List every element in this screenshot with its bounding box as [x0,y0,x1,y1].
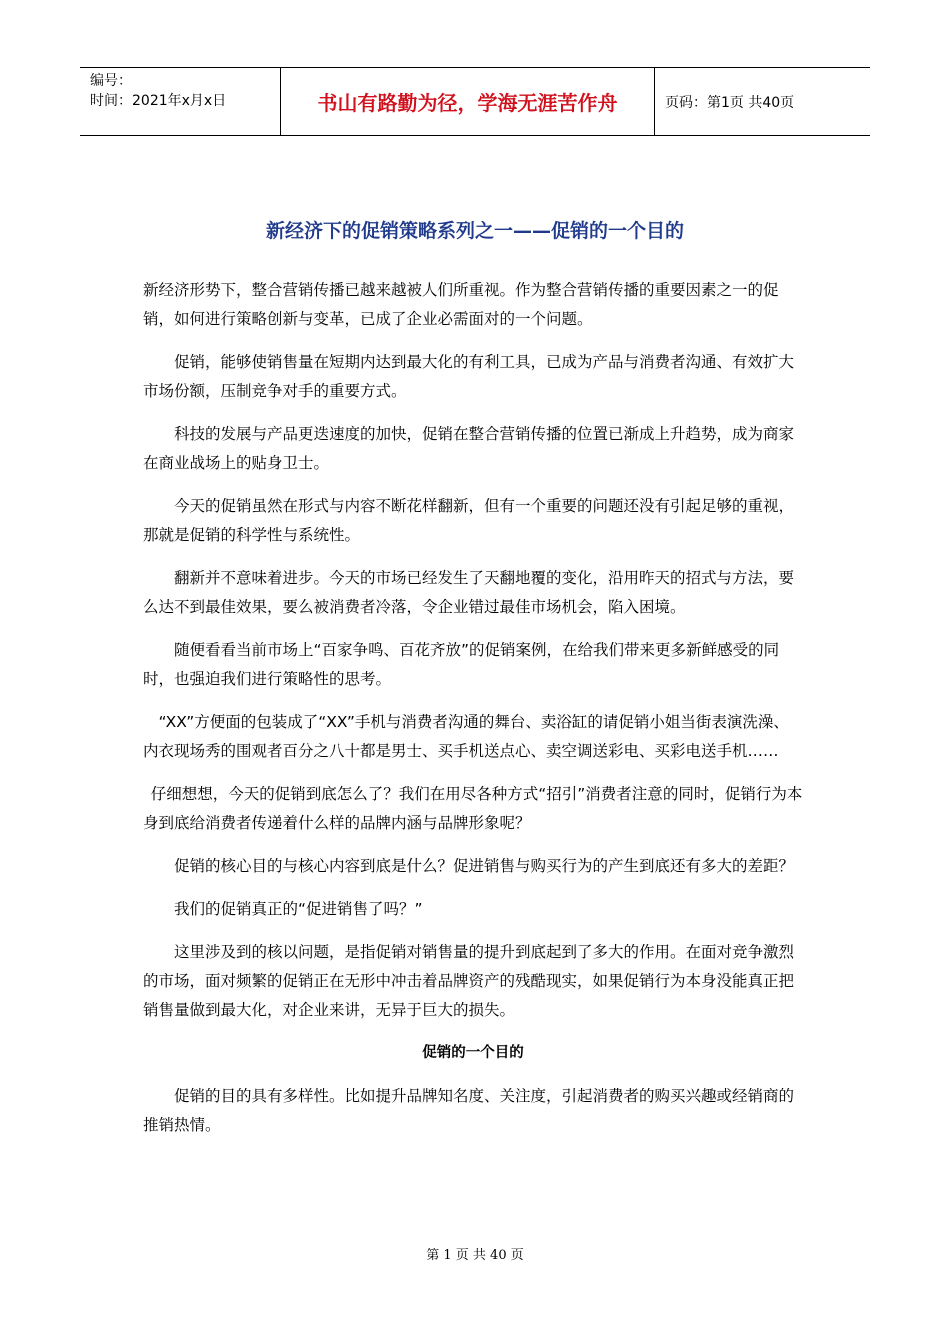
header-motto: 书山有路勤为径，学海无涯苦作舟 [280,68,655,135]
paragraph: 促销的核心目的与核心内容到底是什么？促进销售与购买行为的产生到底还有多大的差距？ [174,857,795,875]
document-header [80,67,870,136]
paragraph: 促销的目的具有多样性。比如提升品牌知名度、关注度，引起消费者的购买兴趣或经销商的推销热情。 [143,1087,795,1134]
section-subheading: 促销的一个目的 [422,1045,524,1061]
document-title: 新经济下的促销策略系列之一——促销的一个目的 [265,220,684,242]
paragraph: 仔细想想，今天的促销到底怎么了？我们在用尽各种方式“招引”消费者注意的同时，促销行为本身到底给消费者传递着什么样的品牌内涵与品牌形象呢？ [143,785,803,832]
paragraph: 促销，能够使销售量在短期内达到最大化的有利工具，已成为产品与消费者沟通、有效扩大市场份额，压制竞争对手的重要方式。 [143,353,795,400]
date-label: 时间：2021年x月x日 [90,93,227,109]
paragraph: 翻新并不意味着进步。今天的市场已经发生了天翻地覆的变化，沿用昨天的招式与方法，要么达不到最佳效果，要么被消费者冷落，令企业错过最佳市场机会，陷入困境。 [143,569,795,616]
number-label: 编号： [90,73,132,89]
paragraph: 这里涉及到的核以问题，是指促销对销售量的提升到底起到了多大的作用。在面对竞争激烈的市场，面对频繁的促销正在无形中冲击着品牌资产的残酷现实，如果促销行为本身没能真正把销售量做到最大化，对企业来讲，无异于巨大的损失。 [143,943,795,1019]
header-page-info: 页码：第1页 共40页 [665,94,795,111]
header-meta [80,68,280,135]
page-footer: 第 1 页 共 40 页 [426,1248,524,1263]
document-body [143,276,803,1140]
paragraph: 我们的促销真正的“促进销售了吗？” [174,900,423,918]
paragraph: 今天的促销虽然在形式与内容不断花样翻新，但有一个重要的问题还没有引起足够的重视，那就是促销的科学性与系统性。 [143,497,795,544]
paragraph: 随便看看当前市场上“百家争鸣、百花齐放”的促销案例，在给我们带来更多新鲜感受的同时，也强迫我们进行策略性的思考。 [143,641,780,688]
paragraph: 科技的发展与产品更迭速度的加快，促销在整合营销传播的位置已渐成上升趋势，成为商家在商业战场上的贴身卫士。 [143,425,795,472]
paragraph: “XX”方便面的包装成了“XX”手机与消费者沟通的舞台、卖浴缸的请促销小姐当街表演洗澡、内衣现场秀的围观者百分之八十都是男士、买手机送点心、卖空调送彩电、买彩电送手机…… [143,713,789,760]
paragraph: 新经济形势下，整合营销传播已越来越被人们所重视。作为整合营销传播的重要因素之一的促销，如何进行策略创新与变革，已成了企业必需面对的一个问题。 [143,281,779,328]
